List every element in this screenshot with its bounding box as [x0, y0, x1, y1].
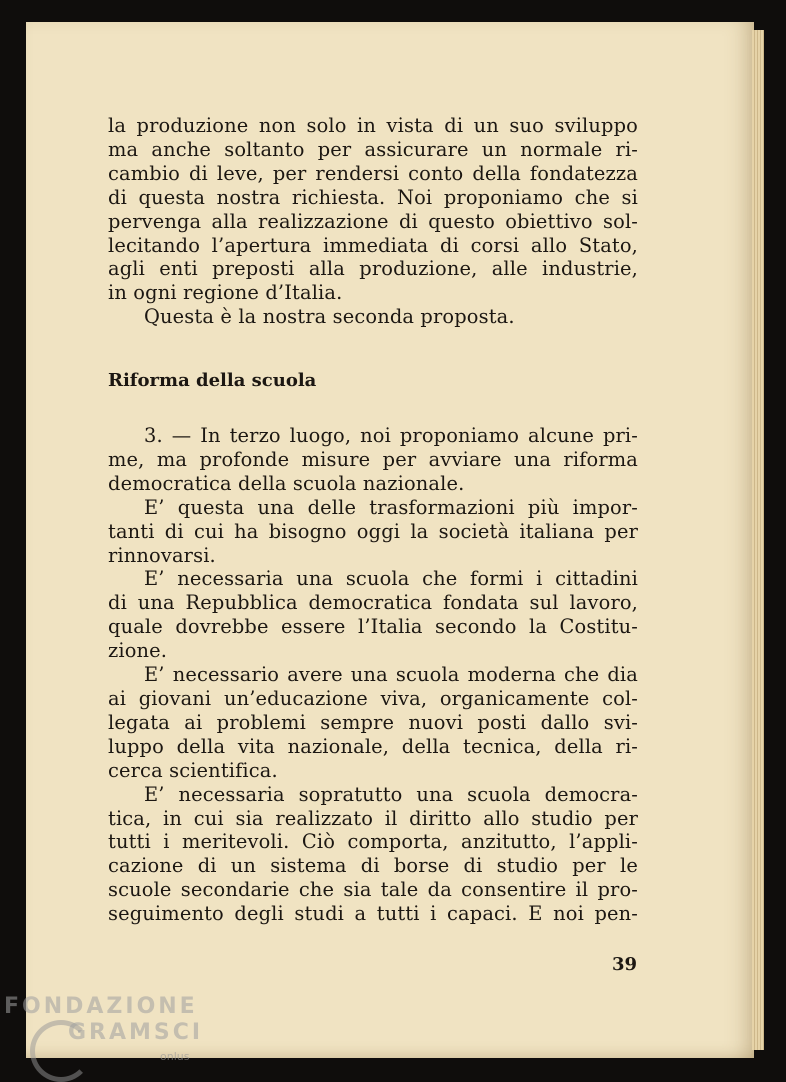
text-line: zione.: [108, 639, 168, 663]
text-line: me, ma profonde misure per avviare una riforma: [108, 447, 638, 471]
watermark-line1: FONDAZIONE: [4, 994, 198, 1019]
text-line: di questa nostra richiesta. Noi proponiamo che si: [108, 185, 638, 209]
text-line: lecitando l’apertura immediata di corsi allo Stato,: [108, 233, 638, 257]
text-line: pervenga alla realizzazione di questo obiettivo sol-: [108, 209, 638, 233]
body-text-section: [108, 424, 638, 926]
text-line: cambio di leve, per rendersi conto della fondatezza: [108, 161, 638, 185]
paragraph-second-proposal: Questa è la nostra seconda proposta.: [144, 305, 515, 329]
text-line: scuole secondarie che sia tale da consentire il pro-: [108, 878, 638, 902]
section-heading: Riforma della scuola: [108, 370, 317, 391]
text-line: E’ questa una delle trasformazioni più impor-: [144, 495, 638, 519]
text-line: legata ai problemi sempre nuovi posti dallo svi-: [108, 710, 638, 734]
body-text-top: [108, 114, 638, 329]
text-line: democratica della scuola nazionale.: [108, 471, 465, 495]
page-stack-edge: [752, 30, 764, 1050]
text-line: tica, in cui sia realizzato il diritto allo studio per: [108, 806, 638, 830]
text-line: luppo della vita nazionale, della tecnica, della ri-: [108, 734, 638, 758]
text-line: tanti di cui ha bisogno oggi la società italiana per: [108, 519, 638, 543]
watermark-onlus: onlus: [160, 1050, 190, 1063]
text-line: seguimento degli studi a tutti i capaci. E noi pen-: [108, 902, 638, 926]
text-line: E’ necessario avere una scuola moderna che dia: [144, 663, 638, 687]
text-line: 3. — In terzo luogo, noi proponiamo alcune pri-: [144, 424, 638, 447]
text-line: la produzione non solo in vista di un suo sviluppo: [108, 114, 638, 137]
text-line: in ogni regione d’Italia.: [108, 281, 343, 305]
text-line: ai giovani un’educazione viva, organicamente col-: [108, 686, 638, 710]
text-line: ma anche soltanto per assicurare un normale ri-: [108, 137, 638, 161]
text-line: cazione di un sistema di borse di studio per le: [108, 854, 638, 878]
text-line: rinnovarsi.: [108, 543, 216, 567]
text-line: cerca scientifica.: [108, 758, 278, 782]
watermark-line2: GRAMSCI: [68, 1020, 204, 1045]
text-line: quale dovrebbe essere l’Italia secondo la Costitu-: [108, 615, 638, 639]
text-line: E’ necessaria una scuola che formi i cittadini: [144, 567, 638, 591]
text-line: di una Repubblica democratica fondata sul lavoro,: [108, 591, 638, 615]
page-number: 39: [612, 954, 638, 975]
text-line: E’ necessaria sopratutto una scuola democra-: [144, 782, 638, 806]
watermark: [4, 994, 203, 1046]
text-line: tutti i meritevoli. Ciò comporta, anzitutto, l’appli-: [108, 830, 638, 854]
text-line: agli enti preposti alla produzione, alle industrie,: [108, 257, 638, 281]
